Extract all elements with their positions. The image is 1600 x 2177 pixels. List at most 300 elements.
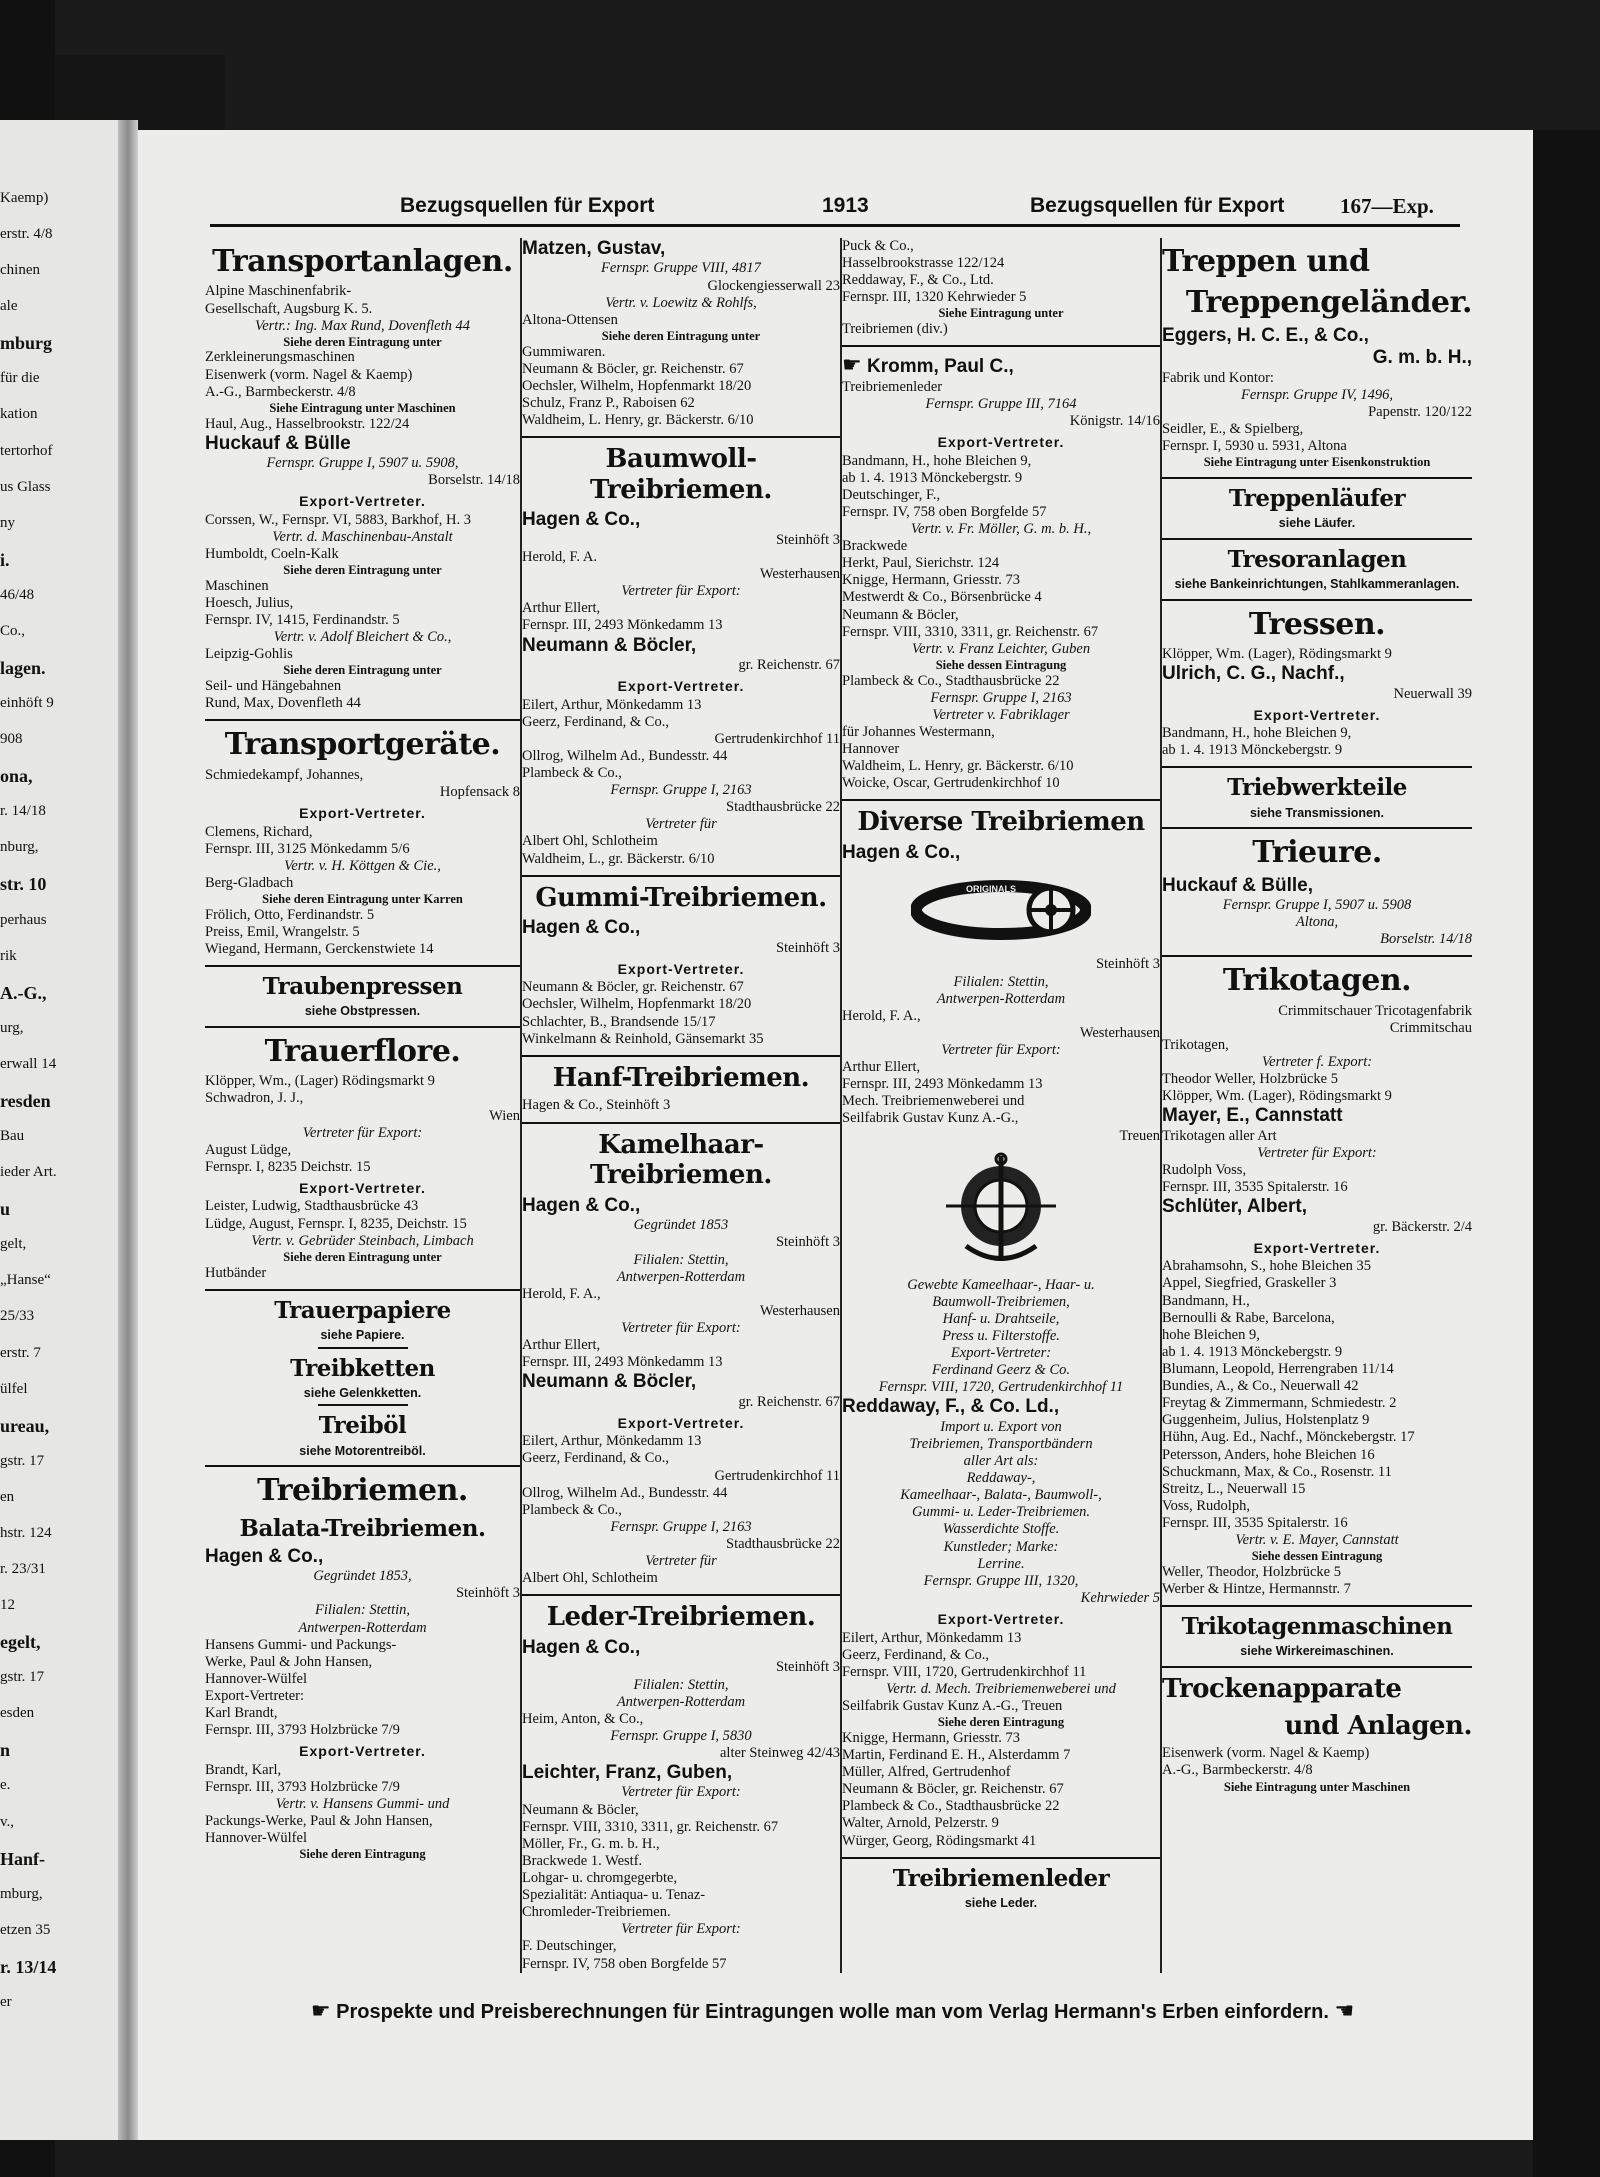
entry-line: Crimmitschau bbox=[1389, 1019, 1472, 1036]
entry-list bbox=[1162, 1219, 1472, 1236]
entry-line: gr. Bäckerstr. 2/4 bbox=[1372, 1218, 1472, 1235]
entry-line: Eisenwerk (vorm. Nagel & Kaemp) bbox=[1162, 1745, 1370, 1762]
entry-line: Bundies, A., & Co., Neuerwall 42 bbox=[1162, 1378, 1359, 1395]
entry-line: Siehe deren Eintragung unter bbox=[283, 563, 442, 578]
entry-list bbox=[522, 657, 840, 674]
entry-line: August Lüdge, bbox=[205, 1141, 292, 1158]
entry-line: Gertrudenkirchhof 11 bbox=[714, 1467, 840, 1484]
divider bbox=[318, 1404, 408, 1406]
heading-baumwoll: Baumwoll-Treibriemen. bbox=[590, 444, 772, 505]
entry-line: Vertreter f. Export: bbox=[1261, 1054, 1373, 1071]
entry-line: Neuerwall 39 bbox=[1393, 685, 1472, 702]
entry-list bbox=[205, 767, 520, 801]
scan-border bbox=[1533, 130, 1600, 2177]
entry-line: ab 1. 4. 1913 Mönckebergstr. 9 bbox=[842, 469, 1023, 486]
entry-line: Filialen: Stettin, bbox=[633, 1676, 729, 1693]
entry-line: Siehe deren Eintragung unter bbox=[283, 1249, 442, 1264]
firm-name: Eggers, H. C. E., & Co., bbox=[1162, 324, 1369, 346]
entry-line: Hanf- u. Drahtseile, bbox=[942, 1310, 1060, 1327]
entry-line: Glockengiesserwall 23 bbox=[707, 277, 840, 294]
entry-line: Hasselbrookstrasse 122/124 bbox=[842, 255, 1005, 272]
entry-line: Plambeck & Co., bbox=[522, 765, 622, 782]
entry-line: Walter, Arnold, Pelzerstr. 9 bbox=[842, 1815, 999, 1832]
firm-name bbox=[842, 352, 1160, 378]
entry-line: Schlachter, B., Brandsende 15/17 bbox=[522, 1013, 716, 1030]
divider bbox=[522, 1122, 840, 1124]
entry-line: Geerz, Ferdinand, & Co., bbox=[842, 1646, 989, 1663]
entry-line: Albert Ohl, Schlotheim bbox=[522, 1570, 658, 1587]
entry-line: Borselstr. 14/18 bbox=[1380, 931, 1472, 948]
firm-name: Hagen & Co., bbox=[522, 1637, 641, 1659]
entry-line: Herkt, Paul, Sierichstr. 124 bbox=[842, 555, 1000, 572]
heading-tresoranlagen: Tresoranlagen bbox=[1227, 545, 1407, 573]
firm-name: Reddaway, F., & Co. Ld., bbox=[842, 1396, 1060, 1418]
entry-line: Fernspr. IV, 1415, Ferdinandstr. 5 bbox=[205, 612, 400, 629]
entry-line: Müller, Alfred, Gertrudenhof bbox=[842, 1764, 1011, 1781]
entry-list bbox=[1162, 725, 1472, 759]
see-reference: siehe Obstpressen. bbox=[304, 1004, 421, 1019]
entry-line: Vertr. v. Adolf Bleichert & Co., bbox=[273, 629, 452, 646]
see-reference: siehe Läufer. bbox=[1278, 516, 1356, 531]
entry-line: Export-Vertreter: bbox=[205, 1687, 305, 1704]
entry-line: Oechsler, Wilhelm, Hopfenmarkt 18/20 bbox=[522, 996, 752, 1013]
entry-line: Vertreter für Export: bbox=[621, 1784, 741, 1801]
entry-list bbox=[522, 1433, 840, 1587]
entry-line: Klöpper, Wm. (Lager), Rödingsmarkt 9 bbox=[1162, 1088, 1392, 1105]
entry-line: Plambeck & Co., Stadthausbrücke 22 bbox=[842, 1798, 1060, 1815]
entry-line: Petersson, Anders, hohe Bleichen 16 bbox=[1162, 1446, 1375, 1463]
entry-line: Treibriemen, Transportbändern bbox=[909, 1435, 1093, 1452]
entry-line: Neumann & Böcler, gr. Reichenstr. 67 bbox=[522, 360, 744, 377]
prev-page-fragment: für die bbox=[0, 370, 40, 387]
heading-leder: Leder-Treibriemen. bbox=[546, 1602, 816, 1633]
prev-page-fragment: erstr. 7 bbox=[0, 1344, 41, 1361]
header-right: Bezugsquellen für Export bbox=[1030, 194, 1285, 217]
entry-line: Zerkleinerungsmaschinen bbox=[205, 349, 355, 366]
export-vertreter-label: Export-Vertreter. bbox=[617, 960, 745, 977]
entry-line: Oechsler, Wilhelm, Hopfenmarkt 18/20 bbox=[522, 377, 752, 394]
entry-line: Waldheim, L., gr. Bäckerstr. 6/10 bbox=[522, 850, 715, 867]
entry-line: Wiegand, Hermann, Gerckenstwiete 14 bbox=[205, 940, 434, 957]
entry-line: Siehe deren Eintragung bbox=[299, 1847, 426, 1862]
divider bbox=[1162, 599, 1472, 601]
entry-line: Puck & Co., bbox=[842, 238, 914, 254]
entry-line: Fernspr. VIII, 1720, Gertrudenkirchhof 11 bbox=[878, 1379, 1124, 1396]
entry-line: Heim, Anton, & Co., bbox=[522, 1710, 644, 1727]
divider bbox=[205, 1026, 520, 1028]
entry-line: Herold, F. A. bbox=[522, 549, 597, 565]
entry-line: Kunstleder; Marke: bbox=[943, 1538, 1059, 1555]
entry-line: Fernspr. I, 8235 Deichstr. 15 bbox=[205, 1158, 371, 1175]
entry-line: Woicke, Oscar, Gertrudenkirchhof 10 bbox=[842, 775, 1060, 792]
see-reference: siehe Leder. bbox=[964, 1895, 1038, 1910]
prev-page-fragment: hstr. 124 bbox=[0, 1524, 52, 1541]
prev-page-fragment: ieder Art. bbox=[0, 1164, 57, 1181]
entry-line: Vertreter für bbox=[645, 1553, 717, 1570]
entry-line: Karl Brandt, bbox=[205, 1705, 278, 1722]
entry-list bbox=[522, 260, 840, 429]
entry-list bbox=[1162, 1003, 1472, 1106]
entry-line: Steinhöft 3 bbox=[775, 939, 840, 956]
entry-line: Siehe deren Eintragung unter bbox=[283, 663, 442, 678]
entry-line: Import u. Export von bbox=[940, 1418, 1062, 1435]
entry-line: Geerz, Ferdinand, & Co., bbox=[522, 713, 669, 730]
entry-line: Siehe Eintragung unter Eisenkonstruktion bbox=[1203, 455, 1431, 470]
prev-page-fragment: nburg, bbox=[0, 839, 39, 856]
entry-line: Fernspr. VIII, 1720, Gertrudenkirchhof 11 bbox=[842, 1663, 1087, 1680]
entry-list bbox=[522, 1659, 840, 1762]
entry-line: ab 1. 4. 1913 Mönckebergstr. 9 bbox=[1162, 742, 1343, 759]
entry-line: Bandmann, H., bbox=[1162, 1292, 1250, 1309]
entry-line: Kehrwieder 5 bbox=[1080, 1589, 1160, 1606]
export-vertreter-label: Export-Vertreter. bbox=[617, 678, 745, 695]
entry-line: Fernspr. III, 3535 Spitalerstr. 16 bbox=[1162, 1514, 1348, 1531]
heading-treppenlaeufer: Treppenläufer bbox=[1228, 484, 1406, 512]
entry-line: Leister, Ludwig, Stadthausbrücke 43 bbox=[205, 1198, 419, 1215]
heading-treibketten: Treibketten bbox=[290, 1354, 435, 1382]
entry-line: Herold, F. A., bbox=[522, 1285, 601, 1302]
entry-list bbox=[1162, 646, 1472, 663]
entry-line: Schmiedekampf, Johannes, bbox=[205, 766, 364, 783]
prev-page-fragment: ureau, bbox=[0, 1415, 50, 1436]
prev-page-fragment: en bbox=[0, 1488, 15, 1505]
firm-name-suffix: G. m. b. H., bbox=[1372, 347, 1472, 369]
entry-line: Fernspr. IV, 758 oben Borgfelde 57 bbox=[842, 503, 1047, 520]
entry-line: gr. Reichenstr. 67 bbox=[738, 656, 840, 673]
entry-line: Vertreter für Export: bbox=[1257, 1144, 1377, 1161]
entry-line: Eilert, Arthur, Mönkedamm 13 bbox=[522, 1433, 702, 1450]
export-vertreter-label: Export-Vertreter. bbox=[299, 1743, 426, 1760]
prev-page-fragment: erstr. 4/8 bbox=[0, 226, 53, 243]
entry-list bbox=[205, 455, 520, 489]
heading-traubenpressen: Traubenpressen bbox=[262, 973, 463, 1001]
entry-line: Plambeck & Co., bbox=[522, 1501, 622, 1518]
entry-line: Spezialität: Antiaqua- u. Tenaz- bbox=[522, 1887, 706, 1904]
prev-page-fragment: 12 bbox=[0, 1597, 15, 1614]
entry-list bbox=[522, 1784, 840, 1972]
entry-line: aller Art als: bbox=[963, 1453, 1039, 1470]
prev-page-fragment: 46/48 bbox=[0, 586, 35, 603]
heading-trauerpapiere: Trauerpapiere bbox=[274, 1296, 451, 1324]
prev-page-fragment: A.-G., bbox=[0, 982, 47, 1003]
entry-line: Treibriemen (div.) bbox=[842, 321, 948, 338]
divider bbox=[205, 1289, 520, 1291]
entry-list bbox=[1162, 897, 1472, 948]
entry-line: Siehe deren Eintragung unter Karren bbox=[262, 891, 463, 906]
firm-name: Ulrich, C. G., Nachf., bbox=[1162, 663, 1345, 685]
belt-logo-label: ORIGINALS bbox=[966, 884, 1017, 895]
entry-line: Vertreter für Export: bbox=[621, 1320, 741, 1336]
prev-page-fragment: mburg bbox=[0, 333, 53, 354]
entry-line: Waldheim, L. Henry, gr. Bäckerstr. 6/10 bbox=[842, 758, 1074, 775]
export-vertreter-label: Export-Vertreter. bbox=[1253, 1239, 1381, 1256]
entry-line: Waldheim, L. Henry, gr. Bäckerstr. 6/10 bbox=[522, 412, 754, 429]
entry-line: Siehe Eintragung unter Maschinen bbox=[269, 400, 456, 415]
entry-list bbox=[1162, 686, 1472, 703]
entry-line: Export-Vertreter: bbox=[950, 1345, 1052, 1362]
entry-list bbox=[205, 512, 520, 713]
divider bbox=[842, 799, 1160, 801]
entry-line: Westerhausen bbox=[759, 566, 840, 583]
anchor-logo bbox=[926, 1151, 1076, 1271]
entry-line: Fernspr. III, 1320 Kehrwieder 5 bbox=[842, 289, 1027, 306]
divider bbox=[522, 875, 840, 877]
heading-transportgeraete: Transportgeräte. bbox=[224, 727, 501, 763]
entry-list bbox=[522, 1394, 840, 1411]
entry-line: Fernspr. VIII, 3310, 3311, gr. Reichenstr. 67 bbox=[522, 1818, 779, 1835]
prev-page-fragment: „Hanse“ bbox=[0, 1272, 51, 1289]
heading-gummi: Gummi-Treibriemen. bbox=[535, 882, 827, 913]
entry-line: Martin, Ferdinand E. H., Alsterdamm 7 bbox=[842, 1746, 1071, 1763]
entry-line: Lerrine. bbox=[977, 1555, 1025, 1572]
entry-line: Ollrog, Wilhelm Ad., Bundesstr. 44 bbox=[522, 747, 728, 764]
column-1 bbox=[205, 238, 520, 2177]
entry-line: Klöpper, Wm., (Lager) Rödingsmarkt 9 bbox=[205, 1073, 435, 1090]
entry-line: Fernspr. Gruppe I, 2163 bbox=[610, 1518, 752, 1535]
entry-list bbox=[205, 283, 520, 432]
entry-list bbox=[842, 956, 1160, 1144]
prev-page-fragment: str. 10 bbox=[0, 874, 47, 895]
entry-line: Steinhöft 3 bbox=[775, 1659, 840, 1676]
divider bbox=[1162, 766, 1472, 768]
entry-line: Voss, Rudolph, bbox=[1162, 1497, 1250, 1514]
entry-line: Vertreter für Export: bbox=[941, 1042, 1061, 1058]
prev-page-fragment: resden bbox=[0, 1090, 51, 1111]
entry-line: Antwerpen-Rotterdam bbox=[298, 1619, 427, 1636]
entry-line: Hannover-Wülfel bbox=[205, 1670, 307, 1687]
heading-treibriemen: Treibriemen. bbox=[257, 1473, 468, 1509]
entry-list bbox=[205, 1198, 520, 1281]
entry-line: Vertr. v. Fr. Möller, G. m. b. H., bbox=[910, 520, 1092, 537]
pointing-hand-icon: ☚ bbox=[1334, 1998, 1355, 2023]
entry-line: Antwerpen-Rotterdam bbox=[616, 1693, 746, 1710]
entry-line: Westerhausen bbox=[1079, 1024, 1160, 1041]
divider bbox=[318, 1347, 408, 1349]
entry-line: Siehe Eintragung unter Maschinen bbox=[1223, 1779, 1411, 1794]
entry-line: Steinhöft 3 bbox=[775, 1234, 840, 1251]
firm-name: Schlüter, Albert, bbox=[1162, 1196, 1307, 1218]
running-header bbox=[210, 192, 1460, 227]
entry-list bbox=[522, 979, 840, 1047]
heading-trauerflore: Trauerflore. bbox=[264, 1033, 461, 1069]
divider bbox=[1162, 1666, 1472, 1668]
entry-line: Fernspr. III, 2493 Mönkedamm 13 bbox=[522, 1354, 723, 1371]
entry-line: Vertr.: Ing. Max Rund, Dovenfleth 44 bbox=[254, 317, 471, 334]
prev-page-fragment: egelt, bbox=[0, 1632, 41, 1653]
entry-line: Fernspr. I, 5930 u. 5931, Altona bbox=[1162, 438, 1347, 455]
entry-line: Fernspr. Gruppe I, 5907 u. 5908 bbox=[1222, 897, 1412, 914]
column-3 bbox=[842, 238, 1160, 2177]
entry-line: Hannover bbox=[842, 741, 900, 758]
entry-line: Hoesch, Julius, bbox=[205, 594, 294, 611]
entry-line: Baumwoll-Treibriemen, bbox=[932, 1293, 1070, 1310]
entry-line: Haul, Aug., Hasselbrookstr. 122/24 bbox=[205, 415, 410, 432]
page-gutter bbox=[118, 120, 138, 2140]
entry-line: Steinhöft 3 bbox=[455, 1585, 520, 1602]
entry-line: Wien bbox=[489, 1107, 520, 1124]
entry-line: Vertreter für bbox=[645, 816, 717, 833]
firm-name: Mayer, E., Cannstatt bbox=[1162, 1105, 1343, 1127]
entry-line: Siehe dessen Eintragung bbox=[935, 657, 1067, 672]
entry-list bbox=[205, 1568, 520, 1739]
entry-line: Crimmitschauer Tricotagenfabrik bbox=[1278, 1002, 1472, 1019]
divider bbox=[1162, 827, 1472, 829]
divider bbox=[522, 1055, 840, 1057]
entry-line: Winkelmann & Reinhold, Gänsemarkt 35 bbox=[522, 1030, 764, 1047]
entry-line: Guggenheim, Julius, Holstenplatz 9 bbox=[1162, 1412, 1370, 1429]
entry-line: Rund, Max, Dovenfleth 44 bbox=[205, 695, 361, 712]
prev-page-fragment: u bbox=[0, 1199, 11, 1220]
entry-line: Lüdge, August, Fernspr. I, 8235, Deichstr. 15 bbox=[205, 1215, 467, 1232]
divider bbox=[1162, 477, 1472, 479]
entry-line: Eilert, Arthur, Mönkedamm 13 bbox=[522, 696, 702, 713]
entry-line: Westerhausen bbox=[759, 1302, 840, 1319]
entry-line: alter Steinweg 42/43 bbox=[719, 1744, 840, 1761]
entry-list bbox=[522, 697, 840, 868]
heading-trieure: Trieure. bbox=[1252, 835, 1382, 871]
entry-list bbox=[1162, 370, 1472, 470]
see-reference: siehe Bankeinrichtungen, Stahlkammeranlagen. bbox=[1174, 576, 1460, 591]
entry-line: Brandt, Karl, bbox=[205, 1761, 282, 1778]
column-4 bbox=[1162, 238, 1472, 2177]
entry-line: Wasserdichte Stoffe. bbox=[942, 1521, 1060, 1538]
prev-page-fragment: esden bbox=[0, 1705, 35, 1722]
see-reference: siehe Motorentreiböl. bbox=[299, 1443, 426, 1458]
entry-list bbox=[842, 1630, 1160, 1850]
heading-hanf: Hanf-Treibriemen. bbox=[552, 1062, 810, 1093]
entry-line: Seil- und Hängebahnen bbox=[205, 678, 342, 695]
header-left: Bezugsquellen für Export bbox=[400, 194, 655, 217]
heading-treiboel: Treiböl bbox=[318, 1412, 407, 1440]
entry-line: Gewebte Kameelhaar-, Haar- u. bbox=[907, 1276, 1095, 1293]
prev-page-fragment: 908 bbox=[0, 731, 23, 748]
heading-treppen: Treppen und bbox=[1162, 244, 1370, 279]
entry-line: ab 1. 4. 1913 Mönckebergstr. 9 bbox=[1162, 1343, 1343, 1360]
divider bbox=[205, 719, 520, 721]
divider bbox=[205, 1465, 520, 1467]
entry-line: Leipzig-Gohlis bbox=[205, 646, 293, 663]
entry-list bbox=[522, 1097, 840, 1114]
divider bbox=[1162, 538, 1472, 540]
entry-line: Arthur Ellert, bbox=[522, 600, 601, 617]
entry-line: Alpine Maschinenfabrik- bbox=[205, 283, 352, 300]
firm-label: Kromm, Paul C., bbox=[867, 356, 1014, 378]
entry-line: Trikotagen aller Art bbox=[1162, 1127, 1277, 1144]
see-reference: siehe Wirkereimaschinen. bbox=[1240, 1644, 1394, 1659]
entry-line: Stadthausbrücke 22 bbox=[726, 799, 840, 816]
prev-page-fragment: perhaus bbox=[0, 911, 47, 928]
entry-list bbox=[522, 940, 840, 957]
firm-name: Hagen & Co., bbox=[205, 1545, 324, 1567]
entry-line: Vertr. v. E. Mayer, Cannstatt bbox=[1235, 1532, 1399, 1549]
prev-page-fragment: er bbox=[0, 1993, 12, 2010]
prev-page-fragment: r. 23/31 bbox=[0, 1560, 46, 1577]
entry-line: Treibriemenleder bbox=[842, 378, 943, 395]
export-vertreter-label: Export-Vertreter. bbox=[937, 1611, 1065, 1628]
entry-line: Herold, F. A., bbox=[842, 1007, 921, 1024]
entry-line: Ferdinand Geerz & Co. bbox=[931, 1362, 1070, 1379]
entry-line: Borselstr. 14/18 bbox=[428, 472, 520, 489]
entry-line: Hannover-Wülfel bbox=[205, 1830, 307, 1847]
entry-line: Brackwede 1. Westf. bbox=[522, 1852, 643, 1869]
heading-tressen: Tressen. bbox=[1248, 606, 1386, 642]
entry-line: Streitz, L., Neuerwall 15 bbox=[1162, 1480, 1306, 1497]
previous-page bbox=[0, 120, 125, 2140]
entry-list bbox=[1162, 1745, 1472, 1794]
heading-und-anlagen: und Anlagen. bbox=[1284, 1710, 1472, 1741]
entry-line: Appel, Siegfried, Graskeller 3 bbox=[1162, 1275, 1337, 1292]
entry-line: Frölich, Otto, Ferdinandstr. 5 bbox=[205, 906, 375, 923]
entry-line: Fernspr. Gruppe III, 1320, bbox=[923, 1572, 1079, 1589]
entry-line: Trikotagen, bbox=[1162, 1037, 1229, 1053]
entry-line: Seilfabrik Gustav Kunz A.-G., bbox=[842, 1110, 1019, 1127]
entry-list bbox=[205, 824, 520, 959]
entry-line: Fernspr. VIII, 3310, 3311, gr. Reichenstr. 67 bbox=[842, 623, 1099, 640]
entry-line: Fabrik und Kontor: bbox=[1162, 369, 1274, 386]
subheading-balata: Balata-Treibriemen. bbox=[239, 1514, 486, 1542]
entry-line: Freytag & Zimmermann, Schmiedestr. 2 bbox=[1162, 1395, 1397, 1412]
entry-line: Fernspr. III, 3535 Spitalerstr. 16 bbox=[1162, 1179, 1348, 1196]
firm-name: Leichter, Franz, Guben, bbox=[522, 1762, 733, 1784]
entry-line: Filialen: Stettin, bbox=[953, 973, 1049, 990]
entry-line: Vertreter für Export: bbox=[302, 1124, 423, 1141]
entry-line: Gummiwaren. bbox=[522, 343, 606, 360]
footer-text: Prospekte und Preisberechnungen für Eintragungen wolle man vom Verlag Hermann's Erben einfordern. bbox=[336, 2001, 1329, 2023]
entry-line: Neumann & Böcler, bbox=[842, 606, 959, 623]
entry-line: Bernoulli & Rabe, Barcelona, bbox=[1162, 1309, 1335, 1326]
entry-list bbox=[1162, 1128, 1472, 1196]
entry-line: A.-G., Barmbeckerstr. 4/8 bbox=[205, 383, 356, 400]
prev-page-fragment: e. bbox=[0, 1777, 11, 1794]
entry-line: Fernspr. III, 2493 Mönkedamm 13 bbox=[842, 1076, 1043, 1093]
export-vertreter-label: Export-Vertreter. bbox=[617, 1414, 745, 1431]
prev-page-fragment: urg, bbox=[0, 1019, 24, 1036]
prev-page-fragment: gstr. 17 bbox=[0, 1452, 45, 1469]
prev-page-fragment: chinen bbox=[0, 262, 40, 279]
entry-line: Kameelhaar-, Balata-, Baumwoll-, bbox=[900, 1487, 1102, 1504]
prev-page-fragment: ny bbox=[0, 514, 15, 531]
entry-line: Werber & Hintze, Hermannstr. 7 bbox=[1162, 1581, 1351, 1598]
prev-page-fragment: Kaemp) bbox=[0, 190, 49, 206]
entry-line: Antwerpen-Rotterdam bbox=[936, 990, 1066, 1007]
entry-line: Möller, Fr., G. m. b. H., bbox=[522, 1835, 660, 1852]
divider bbox=[842, 1857, 1160, 1859]
entry-line: Clemens, Richard, bbox=[205, 823, 313, 840]
entry-list bbox=[842, 1419, 1160, 1607]
entry-list bbox=[205, 1073, 520, 1176]
firm-name: Neumann & Böcler, bbox=[522, 1371, 697, 1393]
entry-line: Klöpper, Wm. (Lager), Rödingsmarkt 9 bbox=[1162, 646, 1392, 663]
entry-line: Ollrog, Wilhelm Ad., Bundesstr. 44 bbox=[522, 1484, 728, 1501]
entry-line: Hutbänder bbox=[205, 1264, 267, 1281]
entry-line: Vertr. v. Loewitz & Rohlfs, bbox=[605, 294, 757, 311]
heading-diverse: Diverse Treibriemen bbox=[857, 807, 1145, 838]
entry-line: Fernspr. III, 2493 Mönkedamm 13 bbox=[522, 617, 723, 634]
entry-line: Mestwerdt & Co., Börsenbrücke 4 bbox=[842, 589, 1042, 606]
entry-line: Brackwede bbox=[842, 538, 908, 555]
see-reference: siehe Gelenkketten. bbox=[303, 1385, 422, 1400]
entry-line: Knigge, Hermann, Griesstr. 73 bbox=[842, 1729, 1020, 1746]
entry-line: Fernspr. IV, 758 oben Borgfelde 57 bbox=[522, 1955, 727, 1972]
pointing-hand-icon: ☛ bbox=[310, 1998, 331, 2023]
entry-line: Stadthausbrücke 22 bbox=[726, 1536, 840, 1553]
divider bbox=[1162, 955, 1472, 957]
entry-line: Reddaway-, bbox=[966, 1470, 1036, 1487]
entry-line: Vertr. v. Gebrüder Steinbach, Limbach bbox=[251, 1232, 474, 1249]
prev-page-fragment: n bbox=[0, 1740, 11, 1761]
prev-page-fragment: etzen 35 bbox=[0, 1921, 51, 1938]
firm-name: Matzen, Gustav, bbox=[522, 238, 666, 259]
